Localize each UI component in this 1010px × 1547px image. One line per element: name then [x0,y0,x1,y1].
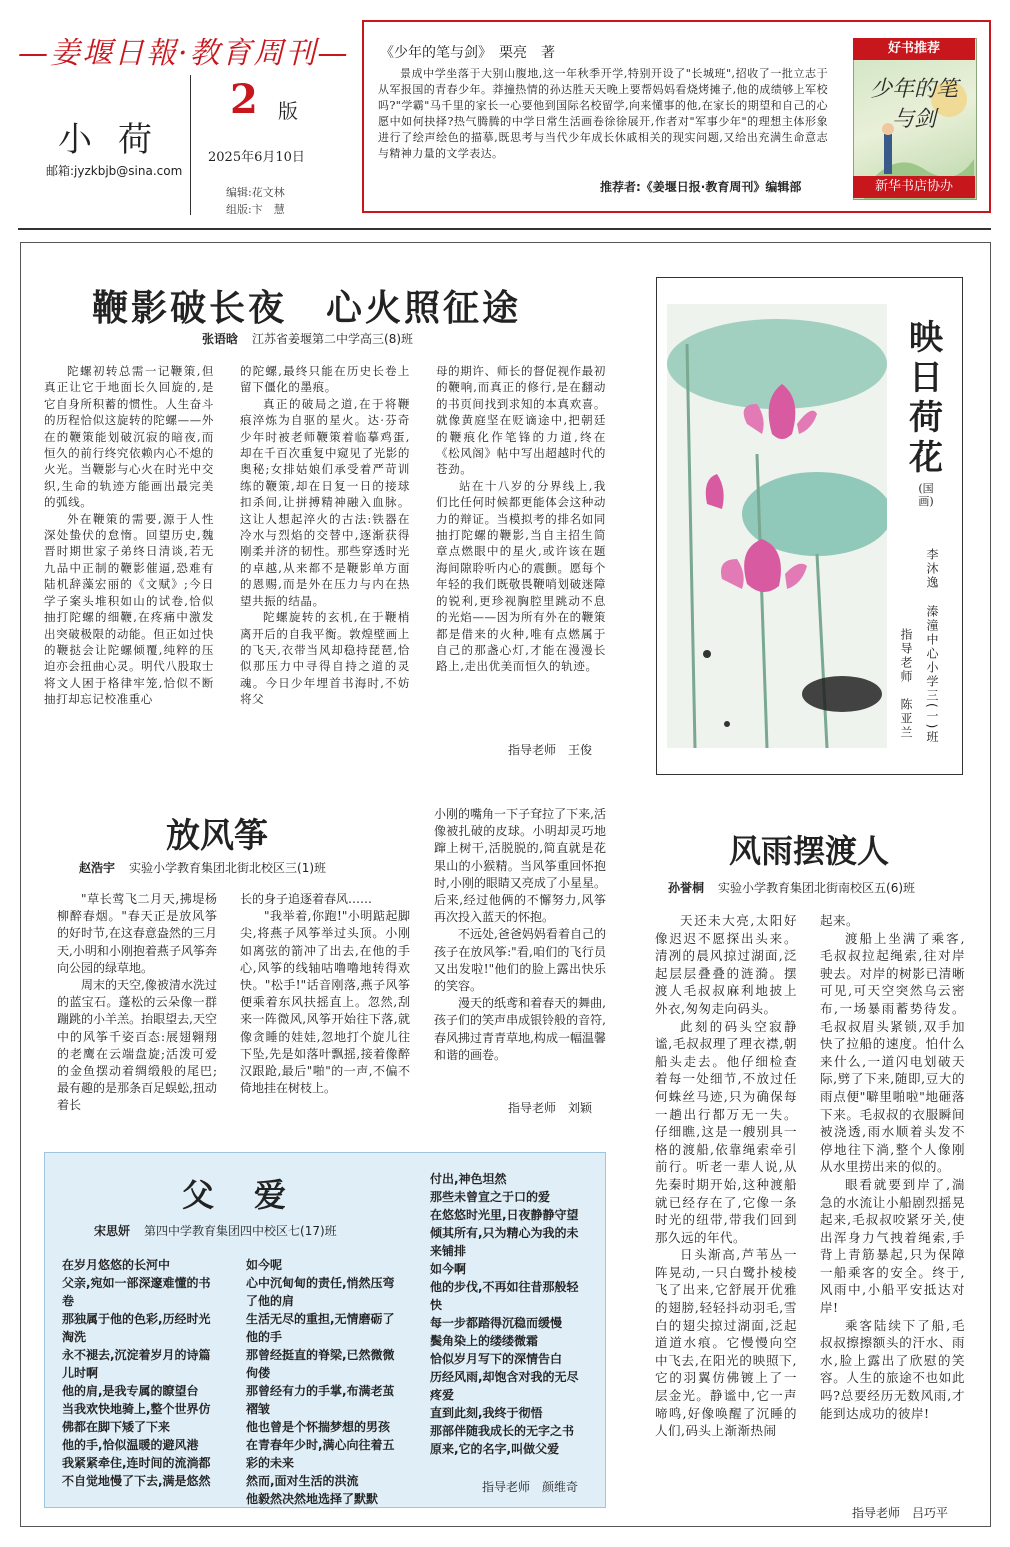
poem-line: 他的肩,是我专属的瞭望台 [62,1384,199,1398]
poem-line: 然而,面对生活的洪流 [246,1474,359,1488]
painting-subtitle: (国画) [918,482,934,508]
paragraph: 真正的破局之道,在于将鞭痕淬炼为自驱的星火。达·芬奇少年时被老师鞭策着临摹鸡蛋,却在千百次重复中窥见了光影的奥秘;女排姑娘们承受着严苛训练的鞭策,却在日复一日的接球扣杀间,让拼搏精神融入血脉。这让人想起淬火的古法:铁器在冷水与烈焰的交替中,逐渐获得刚柔并济的韧性。那些穿透时光的卓越,从来都不是鞭影单方面的恩赐,而是外在压力与内在热望共振的结晶。 [240,396,410,608]
poem-line: 他毅然决然地选择了默默 [246,1492,379,1506]
paragraph: 周末的天空,像被清水洗过的蓝宝石。蓬松的云朵像一群蹦跳的小羊羔。抬眼望去,天空中的风筝千姿百态:展翅翱翔的老鹰在云端盘旋;活泼可爱的金鱼摆动着绸缎般的尾巴;最有趣的是那条百足蜈蚣,扭动着长 [57,978,217,1113]
header-rule [18,228,991,230]
painting-teacher: 指导老师 陈亚兰 [899,628,913,740]
poem-line: 那独属于他的色彩,历经时光淘洗 [62,1312,211,1344]
article2-title: 放风筝 [166,816,268,856]
masthead: —姜堰日報·教育周刊— [18,36,350,71]
page-unit: 版 [278,99,298,123]
poem-line: 当我欢快地骑上,整个世界仿佛都在脚下矮了下来 [62,1402,211,1434]
article2-column-3 [434,806,606,1064]
paragraph: 站在十八岁的分界线上,我们比任何时候都更能体会这种动力的辩证。当模拟考的排名如同抽打陀螺的鞭影,当自主招生简章点燃眼中的星火,或许该在题海间隙聆听内心的震颤。愿每个年轻的我们既敬畏鞭哨划破迷障的锐利,更珍视胸腔里跳动不息的光焰——因为所有外在的鞭策都是借来的火种,唯有点燃属于自己的那盏心灯,才能在漫漫长路上,走出优美而恒久的轨迹。 [436,478,606,674]
editor-credits [226,184,285,218]
paragraph: "草长莺飞二月天,拂堤杨柳醉春烟。"春天正是放风筝的好时节,在这春意盎然的三月天,小明和小刚抱着燕子风筝奔向公园的绿草地。 [57,892,217,975]
poem-column-1 [62,1256,222,1490]
paragraph: 渡船上坐满了乘客,毛叔叔拉起绳索,往对岸驶去。对岸的树影已清晰可见,可天空突然乌云密布,一场暴雨蓄势待发。毛叔叔眉头紧锁,双手加快了拉船的速度。怕什么来什么,一道闪电划破天际,劈了下来,随即,豆大的雨点便"噼里啪啦"地砸落下来。毛叔叔的衣服瞬间被浇透,雨水顺着头发不停地往下淌,整个人像刚从水里捞出来的似的。 [820,930,965,1175]
poem-line: 鬓角染上的缕缕微霜 [430,1334,539,1348]
paragraph: 不远处,爸爸妈妈看着自己的孩子在放风筝:"看,咱们的飞行员又出发啦!"他们的脸上露出快乐的笑容。 [434,927,606,994]
article1-title: 鞭影破长夜 心火照征途 [92,287,522,329]
book-description: 景成中学坐落于大别山腹地,这一年秋季开学,特别开设了"长城班",招收了一批立志于从军报国的青春少年。莽撞热情的孙达胜天天晚上要帮妈妈看烧烤摊子,他的成绩够上军校吗?"学霸"马千里的家长一心要他到国际名校留学,向来懂事的他,在家长的期望和自己的心愿中如何抉择?热气腾腾的中学日常生活画卷徐徐展开,作者对"军事少年"的理想主体形象进行了绘声绘色的描摹,既思考与当代少年成长休戚相关的现实问题,又给出充满生命意志与精神力量的文学表达。 [378,67,828,160]
article3-school: 实验小学教育集团北街南校区五(6)班 [718,881,916,895]
poem-line: 心中沉甸甸的责任,悄然压弯了他的肩 [246,1276,395,1308]
poem-teacher: 指导老师 颜维奇 [482,1480,579,1494]
paragraph: 长的身子追逐着春风…… [240,892,373,906]
article2-byline [79,859,326,876]
poem-line: 那些未曾宣之于口的爱 [430,1190,551,1204]
poem-line: 生活无尽的重担,无情磨砺了他的手 [246,1312,395,1344]
poem-line: 如今啊 [430,1262,467,1276]
article2-school: 实验小学教育集团北街北校区三(1)班 [129,861,327,875]
painting-school: 溱潼中心小学三(一)班 [925,605,939,745]
article2-column-2 [240,891,410,1097]
poem-line: 他也曾是个怀揣梦想的男孩 [246,1420,391,1434]
poem-line: 倾其所有,只为精心为我的未来铺排 [430,1226,579,1258]
good-book-tag: 好书推荐 [853,38,975,60]
poem-line: 每一步都踏得沉稳而缓慢 [430,1316,563,1330]
poem-line: 恰似岁月写下的深情告白 [430,1352,563,1366]
poem-line: 在岁月悠悠的长河中 [62,1258,171,1272]
paragraph: 天还未大亮,太阳好像迟迟不愿探出头来。清冽的晨风掠过湖面,泛起层层叠叠的涟漪。摆渡人毛叔叔麻利地披上外衣,匆匆走向码头。 [655,913,797,1016]
article1-column-3 [436,363,606,675]
poem-school: 第四中学教育集团四中校区七(17)班 [144,1224,337,1238]
poem-column-2 [246,1256,406,1508]
editor-name: 编辑:花文林 [226,186,285,199]
paragraph: 眼看就要到岸了,湍急的水流让小船剧烈摇晃起来,毛叔叔咬紧牙关,使出浑身力气拽着绳索,手背上青筋暴起,只为保障一船乘客的安全。终于,风雨中,小船平安抵达对岸! [820,1176,965,1316]
lotus-painting-illustration [667,304,887,748]
article1-author: 张语晗 [202,332,239,346]
paragraph: 母的期许、师长的督促视作最初的鞭响,而真正的修行,是在翻动的书页间找到求知的本真欢喜。就像黄庭坚在贬谪途中,把朝廷的鞭痕化作笔锋的力道,终在《松风阁》帖中写出超越时代的苍劲。 [436,364,606,477]
poem-byline [94,1222,337,1239]
paragraph: "我举着,你跑!"小明踮起脚尖,将燕子风筝举过头顶。小刚如离弦的箭冲了出去,在他的手心,风筝的线轴咕噜噜地转得欢快。"松手!"话音刚落,燕子风筝便乘着东风扶摇直上。忽然,刮来一阵微风,风筝开始往下落,就像贪睡的娃娃,忽地打个旋儿往下坠,先是如落叶飘摇,接着像醉汉跟跄,最后"啪"的一声,不偏不倚地挂在树枝上。 [240,909,410,1096]
poem-line: 直到此刻,我终于彻悟 [430,1406,543,1420]
article2-teacher: 指导老师 刘颖 [508,1101,593,1115]
article1-school: 江苏省姜堰第二中学高三(8)班 [252,332,414,346]
article1-column-1 [44,363,214,708]
article1-teacher: 指导老师 王俊 [508,743,593,757]
paragraph: 起来。 [820,913,860,928]
poem-line: 那曾经有力的手掌,布满老茧褶皱 [246,1384,395,1416]
paragraph: 陀螺旋转的玄机,在于鞭梢离开后的自我平衡。敦煌壁画上的飞天,衣带当风却稳持琵琶,恰似那压力中寻得自持之道的灵魂。今日少年埋首书海时,不妨将父 [240,610,410,707]
poem-line: 我紧紧牵住,连时间的流淌都不自觉地慢了下去,满是悠然 [62,1456,211,1488]
article2-column-1 [57,891,217,1115]
paragraph: 日头渐高,芦苇丛一阵晃动,一只白鹭扑棱棱飞了出来,它舒展开优雅的翅膀,轻轻抖动羽毛,雪白的翅尖掠过湖面,泛起道道水痕。它慢慢向空中飞去,在阳光的映照下,它的羽翼仿佛镀上了一层金光。静谧中,它一声啼鸣,好像唤醒了沉睡的人们,码头上渐渐热闹 [655,1247,797,1439]
poem-line: 历经风雨,却饱含对我的无尽疼爱 [430,1370,579,1402]
lotus-painting [667,304,887,748]
poem-title: 父 爱 [182,1176,291,1214]
poem-line: 那部伴随我成长的无字之书 [430,1424,575,1438]
book-title-line: 《少年的笔与剑》 栗亮 著 [380,45,555,61]
issue-date: 2025年6月10日 [208,150,305,165]
section-name: 小荷 [58,120,178,160]
poem-line: 在悠悠时光里,日夜静静守望 [430,1208,579,1222]
paragraph: 乘客陆续下了船,毛叔叔擦擦额头的汗水、雨水,脸上露出了欣慰的笑容。人生的旅途不也如此吗?总要经历无数风雨,才能到达成功的彼岸! [820,1317,965,1421]
article1-byline [202,330,413,347]
article1-column-2 [240,363,410,708]
paragraph: 此刻的码头空寂静谧,毛叔叔理了理衣襟,朝船头走去。他仔细检查着每一处细节,不放过任何蛛丝马迹,只为确保每一趟出行都万无一失。仔细瞧,这是一艘别具一格的渡船,依靠绳索牵引前行。听老一辈人说,从先秦时期开始,这种渡船就已经存在了,它像一条时光的纽带,带我们回到那久远的年代。 [655,1018,797,1245]
header-divider [190,75,191,215]
poem-line: 如今呢 [246,1258,283,1272]
bookstore-sponsor: 新华书店协办 [853,176,975,198]
page-number: 2 [230,76,258,123]
painting-title: 映日荷花 [909,318,943,478]
poem-line: 付出,神色坦然 [430,1172,507,1186]
email-address: 邮箱:jyzkbjb@sina.com [46,164,183,178]
paragraph: 小刚的嘴角一下子耷拉了下来,活像被扎破的皮球。小明却灵巧地蹿上树干,活脱脱的,简直就是花果山的小猴精。当风筝重回怀抱时,小刚的眼睛又亮成了小星星。后来,经过他俩的不懈努力,风筝再次投入蓝天的怀抱。 [434,807,606,925]
poem-line: 他的步伐,不再如往昔那般轻快 [430,1280,579,1312]
article3-teacher: 指导老师 吕巧平 [852,1506,949,1520]
paragraph: 外在鞭策的需要,源于人性深处蛰伏的怠惰。回望历史,魏晋时期世家子弟终日清谈,若无九品中正制的鞭影催逼,恐难有陆机辞藻宏丽的《文赋》;今日学子案头堆积如山的试卷,恰似抽打陀螺的细鞭,在疼痛中激发出突破极限的动能。但正如过快的鞭挞会让陀螺倾覆,纯粹的压迫亦会扭曲心灵。明代八股取士将文人困于格律牢笼,恰似不断抽打却忘记校准重心 [44,511,214,707]
painting-author: 李沐逸 [925,548,939,590]
book-cover-title: 少年的笔与剑 [869,77,958,132]
article3-title: 风雨摆渡人 [729,832,890,870]
paragraph: 漫天的纸鸢和着春天的舞曲,孩子们的笑声串成银铃般的音符,春风拂过青青草地,构成一幅温馨和谐的画卷。 [434,996,606,1062]
poem-line: 在青春年少时,满心向往着五彩的未来 [246,1438,395,1470]
article3-column-1 [655,912,797,1440]
article3-column-2 [820,912,965,1422]
poem-author: 宋思妍 [94,1224,131,1238]
poem-line: 他的手,恰似温暖的避风港 [62,1438,199,1452]
poem-line: 那曾经挺直的脊梁,已然微微佝偻 [246,1348,395,1380]
layout-name: 组版:卞 慧 [226,203,285,216]
recommender: 推荐者:《姜堰日报·教育周刊》编辑部 [600,180,802,194]
article2-author: 赵浩宇 [79,861,116,875]
poem-column-3 [430,1170,590,1458]
poem-line: 永不褪去,沉淀着岁月的诗篇儿时啊 [62,1348,211,1380]
poem-line: 原来,它的名字,叫做父爱 [430,1442,560,1456]
paragraph: 的陀螺,最终只能在历史长卷上留下僵化的墨痕。 [240,364,410,395]
article3-byline [668,879,915,896]
article3-author: 孙誉桐 [668,881,705,895]
poem-line: 父亲,宛如一部深邃难懂的书卷 [62,1276,211,1308]
paragraph: 陀螺初转总需一记鞭策,但真正让它于地面长久回旋的,是它自身所积蓄的惯性。人生奋斗的历程恰似这旋转的陀螺——外在的鞭策能划破沉寂的暗夜,而恒久的前行终究依赖内心不熄的火光。当鞭影与心火在时光中交织,生命的轨迹方能画出最完美的弧线。 [44,364,214,510]
